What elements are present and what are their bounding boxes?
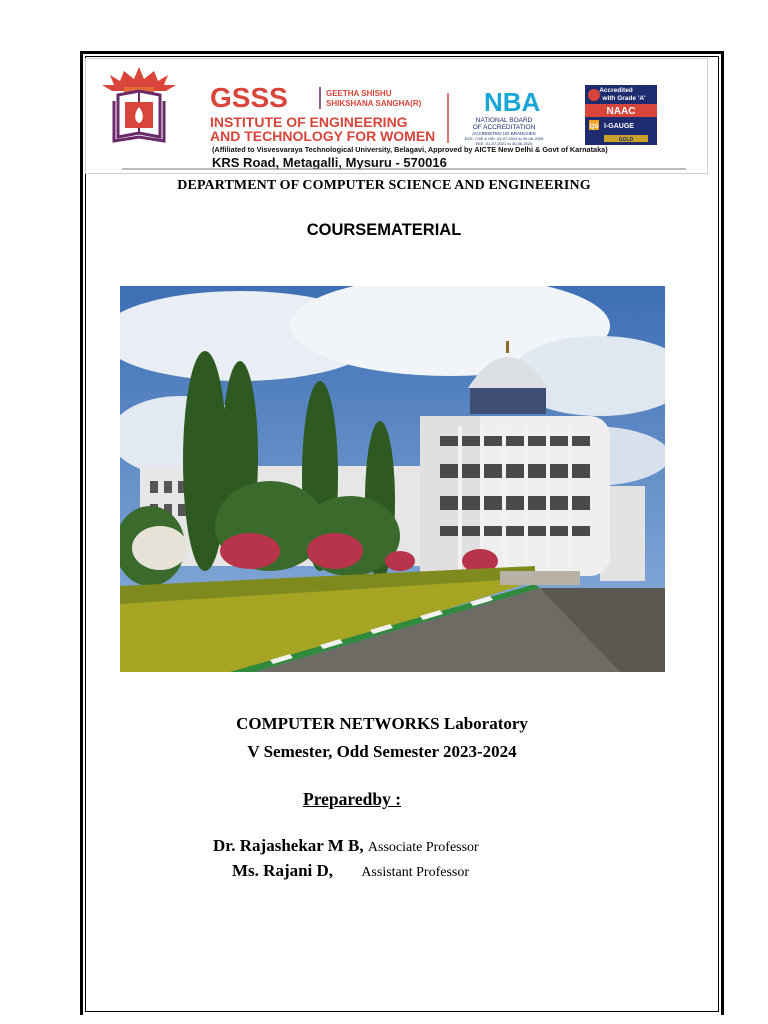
institution-emblem-icon	[102, 67, 176, 141]
nba-line1: NATIONAL BOARD	[475, 117, 533, 124]
naac-rating: GOLD	[618, 137, 634, 143]
institute-line1: INSTITUTE OF ENGINEERING	[210, 114, 408, 130]
naac-qs: QS	[589, 124, 599, 130]
nba-logo-text: NBA	[484, 87, 541, 117]
header-graphic	[86, 59, 709, 175]
author-2-name: Ms. Rajani D,	[232, 861, 334, 880]
affiliation-text: (Affiliated to Visvesvaraya Technological University, Belagavi, Approved by AICTE New Delhi & Govt of Karnataka)	[212, 145, 608, 154]
naac-badge	[585, 85, 657, 145]
nba-line5: EEE: 01-07-2021 to 30-06-2024	[475, 141, 533, 146]
author-2-role: Assistant Professor	[361, 865, 470, 880]
address-text: KRS Road, Metagalli, Mysuru - 570016	[212, 155, 447, 170]
institute-line2: AND TECHNOLOGY FOR WOMEN	[210, 128, 436, 144]
author-1-role: Associate Professor	[367, 840, 479, 855]
course-material-title: COURSEMATERIAL	[306, 221, 462, 239]
nba-line4: ECE, CSE & ISE: 01-07-2023 to 30-06-2026	[464, 136, 544, 141]
society-line2: SHIKSHANA SANGHA(R)	[326, 99, 422, 108]
nba-line2: OF ACCREDITATION	[472, 124, 536, 131]
campus-building-photo	[120, 286, 665, 672]
naac-line1: Accredited	[599, 87, 633, 94]
institution-header	[85, 58, 708, 174]
department-title: DEPARTMENT OF COMPUTER SCIENCE AND ENGINEERING	[177, 178, 591, 193]
society-line1: GEETHA SHISHU	[326, 89, 392, 98]
prepared-by-heading: Preparedby :	[303, 789, 402, 809]
author-1-name: Dr. Rajashekar M B,	[213, 836, 364, 855]
author-1	[213, 836, 479, 856]
naac-name: NAAC	[606, 106, 636, 117]
nba-badge	[465, 87, 544, 146]
author-2	[232, 861, 469, 881]
subject-title: COMPUTER NETWORKS Laboratory	[236, 714, 528, 733]
logo-name: GSSS	[210, 82, 288, 113]
naac-igauge: I-GAUGE	[604, 123, 634, 130]
naac-line2: with Grade 'A'	[602, 95, 646, 102]
semester-info: V Semester, Odd Semester 2023-2024	[247, 742, 517, 761]
nba-line3: ACCREDITED UG BRANCHES	[472, 131, 536, 136]
